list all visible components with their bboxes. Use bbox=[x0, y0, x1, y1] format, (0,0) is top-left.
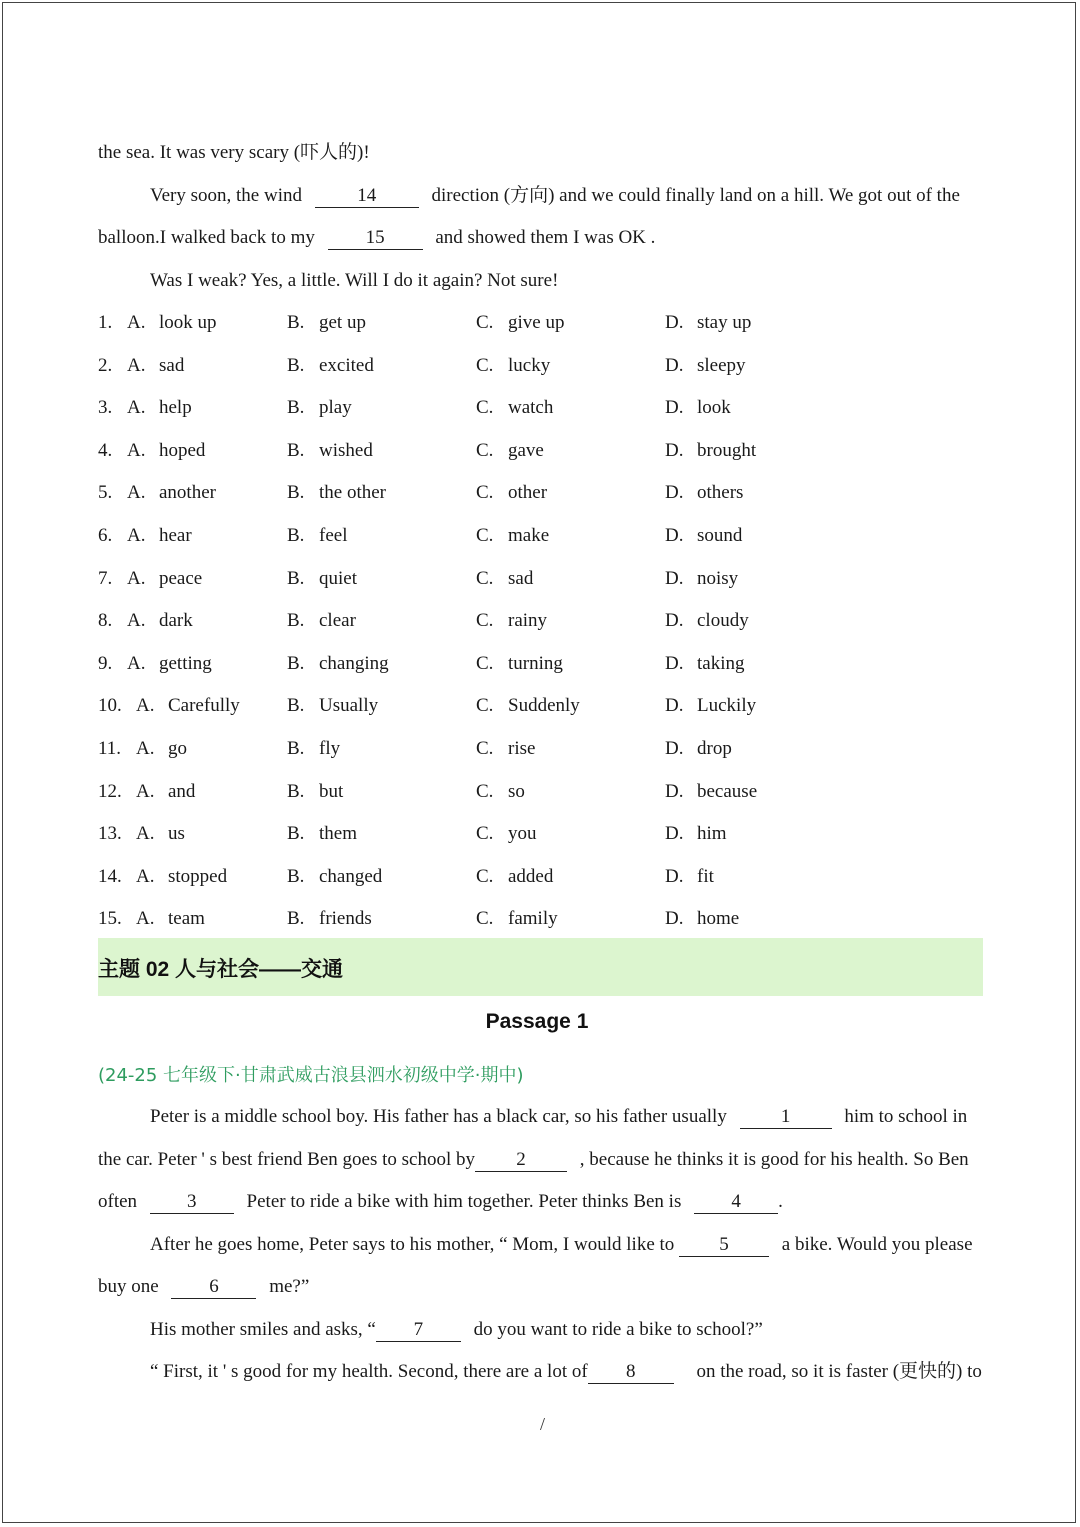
option-c[interactable] bbox=[476, 779, 525, 805]
option-letter: A. bbox=[136, 865, 155, 887]
text-line: the sea. It was very scary (吓人的)! bbox=[98, 142, 370, 163]
text-line bbox=[98, 1189, 783, 1215]
option-letter: C. bbox=[476, 397, 494, 419]
option-letter: A. bbox=[127, 354, 146, 376]
option-d[interactable] bbox=[665, 480, 743, 506]
text-span: often bbox=[98, 1191, 138, 1212]
option-text: make bbox=[508, 525, 550, 546]
option-letter: B. bbox=[287, 439, 305, 461]
option-letter: C. bbox=[476, 738, 494, 759]
option-text: get up bbox=[319, 312, 366, 333]
option-letter: C. bbox=[476, 439, 494, 461]
option-letter: B. bbox=[287, 695, 305, 717]
option-letter: D. bbox=[665, 312, 684, 333]
option-letter: D. bbox=[665, 354, 684, 376]
option-text: another bbox=[159, 482, 216, 504]
option-text: Suddenly bbox=[508, 695, 580, 717]
question-row bbox=[98, 480, 998, 506]
option-text: hoped bbox=[159, 439, 206, 461]
text-span: Very soon, the wind bbox=[150, 185, 302, 206]
option-a[interactable] bbox=[98, 821, 185, 847]
option-text: help bbox=[159, 397, 192, 419]
question-number: 7. bbox=[98, 567, 113, 589]
option-text: sad bbox=[159, 354, 185, 376]
option-letter: A. bbox=[127, 397, 146, 419]
option-b[interactable] bbox=[287, 608, 356, 634]
text-span: His mother smiles and asks, “ bbox=[150, 1319, 376, 1340]
option-b[interactable] bbox=[287, 395, 352, 421]
answer-blank[interactable]: 2 bbox=[475, 1150, 567, 1172]
option-text: friends bbox=[319, 908, 372, 930]
answer-blank[interactable]: 7 bbox=[376, 1320, 461, 1342]
option-b[interactable] bbox=[287, 736, 340, 762]
option-b[interactable] bbox=[287, 821, 357, 847]
option-letter: C. bbox=[476, 567, 494, 589]
option-text: feel bbox=[319, 525, 348, 546]
option-text: and bbox=[168, 780, 196, 802]
question-number: 15. bbox=[98, 908, 122, 930]
option-c[interactable] bbox=[476, 864, 553, 890]
option-letter: D. bbox=[665, 610, 684, 632]
option-d[interactable] bbox=[665, 651, 745, 677]
option-text: Luckily bbox=[697, 695, 757, 717]
option-text: watch bbox=[508, 397, 554, 419]
option-a[interactable] bbox=[98, 566, 202, 592]
option-letter: B. bbox=[287, 610, 305, 632]
option-letter: B. bbox=[287, 738, 305, 759]
question-row bbox=[98, 566, 998, 592]
text-span: . bbox=[778, 1191, 783, 1212]
question-row bbox=[98, 736, 998, 762]
question-number: 8. bbox=[98, 610, 113, 632]
option-text: play bbox=[319, 397, 352, 419]
option-text: but bbox=[319, 780, 344, 802]
option-a[interactable] bbox=[98, 608, 193, 634]
option-a[interactable] bbox=[98, 395, 192, 421]
option-a[interactable] bbox=[98, 310, 217, 336]
option-d[interactable] bbox=[665, 438, 756, 464]
option-letter: D. bbox=[665, 738, 684, 759]
section-title: 主题 02 人与社会——交通 bbox=[98, 958, 344, 981]
text-span: buy one bbox=[98, 1276, 159, 1297]
option-c[interactable] bbox=[476, 608, 547, 634]
text-span: on the road, so it is faster (更快的) to bbox=[696, 1361, 982, 1382]
question-row bbox=[98, 779, 998, 805]
text-span: balloon.I walked back to my bbox=[98, 227, 315, 248]
option-letter: D. bbox=[665, 397, 684, 419]
question-row bbox=[98, 353, 998, 379]
option-letter: D. bbox=[665, 482, 684, 504]
option-text: hear bbox=[159, 525, 192, 546]
option-text: excited bbox=[319, 354, 374, 376]
option-letter: C. bbox=[476, 865, 494, 887]
option-text: Carefully bbox=[168, 695, 240, 717]
page-number: / bbox=[540, 1414, 546, 1434]
text-span: the car. Peter ' s best friend Ben goes to school by bbox=[98, 1149, 476, 1170]
option-text: sleepy bbox=[697, 354, 746, 376]
option-letter: B. bbox=[287, 567, 305, 589]
text-span: Peter to ride a bike with him together. Peter thinks Ben is bbox=[246, 1191, 682, 1212]
option-text: stopped bbox=[168, 865, 228, 887]
option-c[interactable] bbox=[476, 693, 580, 719]
option-d[interactable] bbox=[665, 353, 746, 379]
option-a[interactable] bbox=[98, 353, 184, 379]
option-text: you bbox=[508, 823, 537, 845]
question-row bbox=[98, 438, 998, 464]
option-text: Usually bbox=[319, 695, 379, 717]
answer-blank[interactable]: 6 bbox=[171, 1277, 256, 1299]
option-letter: D. bbox=[665, 652, 684, 674]
option-letter: B. bbox=[287, 652, 305, 674]
option-text: added bbox=[508, 865, 554, 887]
option-letter: D. bbox=[665, 439, 684, 461]
option-letter: D. bbox=[665, 780, 684, 802]
option-letter: C. bbox=[476, 652, 494, 674]
option-a[interactable] bbox=[98, 864, 227, 890]
option-c[interactable] bbox=[476, 566, 533, 592]
option-d[interactable] bbox=[665, 864, 714, 890]
option-letter: D. bbox=[665, 823, 684, 845]
option-text: sad bbox=[508, 567, 534, 589]
option-letter: C. bbox=[476, 780, 494, 802]
option-d[interactable] bbox=[665, 736, 732, 762]
answer-blank[interactable]: 3 bbox=[150, 1192, 234, 1214]
option-a[interactable] bbox=[98, 438, 205, 464]
option-text: team bbox=[168, 908, 205, 930]
option-letter: A. bbox=[127, 652, 146, 674]
option-letter: B. bbox=[287, 908, 305, 930]
option-text: getting bbox=[159, 652, 212, 674]
option-c[interactable] bbox=[476, 906, 558, 932]
question-number: 6. bbox=[98, 525, 113, 546]
option-d[interactable] bbox=[665, 523, 742, 549]
option-text: family bbox=[508, 908, 558, 930]
option-d[interactable] bbox=[665, 906, 739, 932]
option-c[interactable] bbox=[476, 736, 535, 762]
text-span: , because he thinks it is good for his health. So Ben bbox=[579, 1149, 969, 1170]
option-text: taking bbox=[697, 652, 745, 674]
option-c[interactable] bbox=[476, 310, 564, 336]
option-letter: A. bbox=[136, 908, 155, 930]
option-text: noisy bbox=[697, 567, 739, 589]
option-a[interactable] bbox=[98, 693, 240, 719]
option-text: give up bbox=[508, 312, 565, 333]
question-number: 14. bbox=[98, 865, 122, 887]
option-d[interactable] bbox=[665, 779, 757, 805]
answer-blank[interactable]: 4 bbox=[694, 1192, 778, 1214]
passage-title: Passage 1 bbox=[485, 1010, 589, 1033]
option-letter: A. bbox=[127, 610, 146, 632]
question-number: 12. bbox=[98, 780, 122, 802]
answer-blank[interactable]: 1 bbox=[740, 1107, 832, 1129]
option-text: wished bbox=[319, 439, 373, 461]
text-line: Was I weak? Yes, a little. Will I do it again? Not sure! bbox=[150, 270, 559, 291]
option-letter: C. bbox=[476, 312, 494, 333]
text-line bbox=[150, 1317, 763, 1343]
text-span: direction (方向) and we could finally land on a hill. We got out of the bbox=[431, 185, 960, 206]
option-text: lucky bbox=[508, 354, 551, 376]
option-d[interactable] bbox=[665, 310, 751, 336]
question-number: 11. bbox=[98, 738, 122, 759]
question-number: 10. bbox=[98, 695, 122, 717]
option-d[interactable] bbox=[665, 395, 731, 421]
option-text: cloudy bbox=[697, 610, 749, 632]
option-letter: A. bbox=[127, 312, 146, 333]
option-b[interactable] bbox=[287, 566, 357, 592]
option-b[interactable] bbox=[287, 480, 386, 506]
question-number: 1. bbox=[98, 312, 113, 333]
option-letter: A. bbox=[127, 525, 146, 546]
option-letter: B. bbox=[287, 780, 305, 802]
option-letter: D. bbox=[665, 567, 684, 589]
option-text: turning bbox=[508, 652, 563, 674]
text-line bbox=[150, 183, 960, 209]
question-row bbox=[98, 693, 998, 719]
option-b[interactable] bbox=[287, 523, 347, 549]
option-letter: A. bbox=[136, 738, 155, 759]
option-c[interactable] bbox=[476, 821, 537, 847]
question-row bbox=[98, 608, 998, 634]
option-b[interactable] bbox=[287, 864, 382, 890]
option-a[interactable] bbox=[98, 651, 212, 677]
option-letter: C. bbox=[476, 482, 494, 504]
option-a[interactable] bbox=[98, 736, 187, 762]
option-b[interactable] bbox=[287, 779, 343, 805]
option-c[interactable] bbox=[476, 353, 550, 379]
option-d[interactable] bbox=[665, 693, 756, 719]
option-text: rise bbox=[508, 738, 536, 759]
option-text: them bbox=[319, 823, 357, 845]
option-text: others bbox=[697, 482, 744, 504]
option-text: because bbox=[697, 780, 758, 802]
question-number: 13. bbox=[98, 823, 122, 845]
question-number: 2. bbox=[98, 354, 113, 376]
option-b[interactable] bbox=[287, 310, 366, 336]
text-span: do you want to ride a bike to school?” bbox=[473, 1319, 763, 1340]
option-text: quiet bbox=[319, 567, 357, 589]
option-letter: A. bbox=[127, 482, 146, 504]
option-text: other bbox=[508, 482, 548, 504]
option-letter: A. bbox=[136, 780, 155, 802]
option-d[interactable] bbox=[665, 566, 738, 592]
answer-blank[interactable]: 8 bbox=[588, 1362, 674, 1384]
answer-blank[interactable]: 5 bbox=[679, 1235, 769, 1257]
text-line bbox=[98, 225, 655, 251]
option-letter: C. bbox=[476, 908, 494, 930]
option-text: look up bbox=[159, 312, 217, 333]
source-citation: (24-25 七年级下·甘肃武威古浪县泗水初级中学·期中) bbox=[98, 1065, 524, 1086]
option-letter: B. bbox=[287, 525, 305, 546]
option-text: go bbox=[168, 738, 187, 759]
option-a[interactable] bbox=[98, 779, 195, 805]
option-letter: C. bbox=[476, 525, 494, 546]
option-letter: C. bbox=[476, 354, 494, 376]
option-letter: C. bbox=[476, 695, 494, 717]
text-span: “ First, it ' s good for my health. Second, there are a lot of bbox=[150, 1361, 588, 1382]
option-letter: D. bbox=[665, 525, 684, 546]
option-letter: B. bbox=[287, 865, 305, 887]
option-text: gave bbox=[508, 439, 544, 461]
question-row bbox=[98, 864, 998, 890]
question-number: 3. bbox=[98, 397, 113, 419]
option-text: drop bbox=[697, 738, 732, 759]
question-row bbox=[98, 906, 998, 932]
option-c[interactable] bbox=[476, 438, 544, 464]
option-a[interactable] bbox=[98, 523, 192, 549]
text-span: Peter is a middle school boy. His father has a black car, so his father usually bbox=[150, 1106, 727, 1127]
text-span: After he goes home, Peter says to his mother, “ Mom, I would like to bbox=[150, 1234, 675, 1255]
answer-blank[interactable]: 15 bbox=[328, 228, 423, 250]
answer-blank[interactable]: 14 bbox=[315, 186, 419, 208]
option-b[interactable] bbox=[287, 438, 373, 464]
text-line bbox=[98, 1147, 969, 1173]
option-text: brought bbox=[697, 439, 757, 461]
option-letter: B. bbox=[287, 312, 305, 333]
text-line bbox=[150, 1232, 973, 1258]
option-text: the other bbox=[319, 482, 387, 504]
option-text: fit bbox=[697, 865, 714, 887]
option-text: dark bbox=[159, 610, 193, 632]
option-b[interactable] bbox=[287, 693, 378, 719]
text-line bbox=[150, 1359, 982, 1385]
option-text: us bbox=[168, 823, 185, 845]
option-c[interactable] bbox=[476, 523, 549, 549]
question-number: 4. bbox=[98, 439, 113, 461]
question-row bbox=[98, 310, 998, 336]
option-letter: B. bbox=[287, 823, 305, 845]
text-span: me?” bbox=[269, 1276, 310, 1297]
option-a[interactable] bbox=[98, 480, 216, 506]
option-letter: A. bbox=[127, 567, 146, 589]
option-letter: A. bbox=[136, 695, 155, 717]
option-text: stay up bbox=[697, 312, 752, 333]
option-b[interactable] bbox=[287, 651, 389, 677]
text-line bbox=[98, 1274, 309, 1300]
option-letter: B. bbox=[287, 482, 305, 504]
text-line bbox=[150, 1104, 967, 1130]
option-text: look bbox=[697, 397, 731, 419]
question-number: 5. bbox=[98, 482, 113, 504]
option-text: rainy bbox=[508, 610, 548, 632]
option-letter: D. bbox=[665, 695, 684, 717]
option-text: him bbox=[697, 823, 727, 845]
option-letter: D. bbox=[665, 865, 684, 887]
option-c[interactable] bbox=[476, 480, 547, 506]
option-text: changed bbox=[319, 865, 383, 887]
option-b[interactable] bbox=[287, 906, 372, 932]
option-text: clear bbox=[319, 610, 356, 632]
option-letter: B. bbox=[287, 354, 305, 376]
option-c[interactable] bbox=[476, 395, 553, 421]
question-row bbox=[98, 523, 998, 549]
text-span: and showed them I was OK . bbox=[435, 227, 656, 248]
option-b[interactable] bbox=[287, 353, 374, 379]
question-row bbox=[98, 395, 998, 421]
option-text: fly bbox=[319, 738, 341, 759]
question-row bbox=[98, 651, 998, 677]
option-text: changing bbox=[319, 652, 389, 674]
option-letter: A. bbox=[136, 823, 155, 845]
option-letter: B. bbox=[287, 397, 305, 419]
option-letter: C. bbox=[476, 610, 494, 632]
option-d[interactable] bbox=[665, 608, 749, 634]
option-d[interactable] bbox=[665, 821, 727, 847]
question-number: 9. bbox=[98, 652, 113, 674]
option-a[interactable] bbox=[98, 906, 205, 932]
option-letter: D. bbox=[665, 908, 684, 930]
text-span: him to school in bbox=[844, 1106, 968, 1127]
option-text: sound bbox=[697, 525, 743, 546]
option-text: peace bbox=[159, 567, 203, 589]
text-span: a bike. Would you please bbox=[781, 1234, 973, 1255]
question-row bbox=[98, 821, 998, 847]
option-letter: A. bbox=[127, 439, 146, 461]
option-letter: C. bbox=[476, 823, 494, 845]
option-c[interactable] bbox=[476, 651, 563, 677]
option-text: so bbox=[508, 780, 525, 802]
option-text: home bbox=[697, 908, 740, 930]
